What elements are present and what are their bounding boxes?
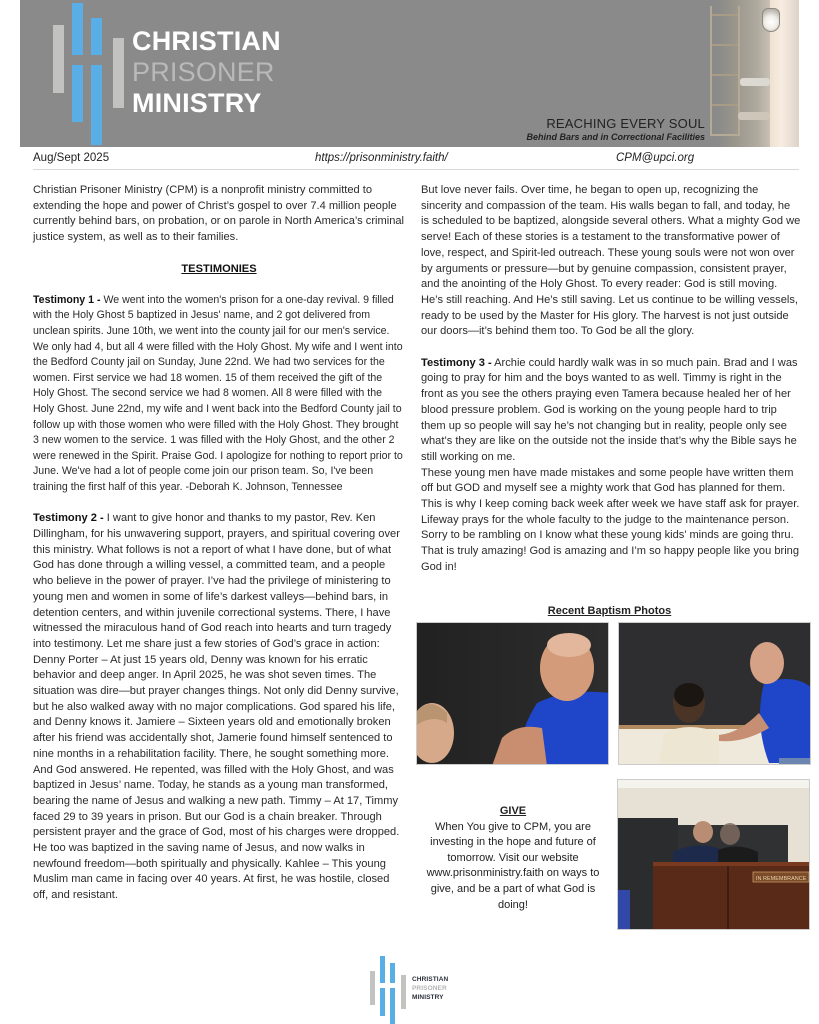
testimony-3-text: Archie could hardly walk was in so much pain. Brad and I was going to pray for him and the boys wanted to as well. Timmy is right in the front as you see the others praying even Tamera because healed her of her blood pressure problem. God is working on the young people hard to trip them up so people will say he’s not changing but in reality, people only see what’s they are like on the outside not the inside that’s why the Bible says he still working on me. xyxy=(421,356,798,463)
lamp-icon xyxy=(762,8,780,32)
footer-line-ministry: MINISTRY xyxy=(412,994,444,1001)
give-section xyxy=(418,804,608,913)
cross-bars-logo-icon xyxy=(20,0,140,147)
testimony-3-text-2: These young men have made mistakes and some people have written them off but GOD and myself see a mighty work that God has planned for them. This is why I keep coming back week after week we have staff ask for prayer. Lifeway prays for the whole faculty to the judge to the maintenance person. Sorry to be rambling on I know what these young kids’ minds are going thru. That is truly amazing! God is amazing and I’m so happy people like you bring God in! xyxy=(421,466,800,573)
intro-paragraph: Christian Prisoner Ministry (CPM) is a nonprofit ministry committed to extending the hope and power of Christ’s gospel to over 7.4 million people currently behind bars, on probation, or on parole in North America’s criminal justice system, as well as to their families. xyxy=(33,184,405,244)
cell-bunk-upper xyxy=(740,78,770,86)
website-link[interactable]: https://prisonministry.faith/ xyxy=(315,152,448,164)
testimony-2-text: I want to give honor and thanks to my pastor, Rev. Ken Dillingham, for his unwavering support, prayers, and spiritual covering over this ministry. What follows is not a report of what I have done, but of what God has done through a willing vessel, a committed team, and a people who believe in the power of prayer. I’ve had the privilege of ministering to young men and women in some of life’s darkest valleys—behind bars, in detention centers, and within juvenile correctional systems. There, I have witnessed the miraculous hand of God reach into hearts and turn tragedy into testimony. Let me share just a few stories of God’s grace in action: Denny Porter – At just 15 years old, Denny was known for his erratic behavior and deep anger. In April 2025, he was shot seven times. The situation was dire—but prayer changes things. Not only did Denny survive, but he also walked away with no major complications. God spared his life, and Denny knows it. Jamiere – Sixteen years old and emotionally broken after his friend was accidentally shot, Jamerie found himself sentenced to nine months in a rehabilitation facility. There, he sought something more. And God answered. He repented, was filled with the Holy Ghost, and was baptized in Jesus’ name. Today, he stands as a young man transformed, bearing the name of Jesus and walking a new path. Timmy – At 17, Timmy faced 29 to 39 years in prison. But our God is a chain breaker. Through persistent prayer and the grace of God, most of his charges were dropped. He too was baptized in the saving name of Jesus, and now walks in newfound freedom—both spiritually and physically. Kahlee – This young Muslim man came in facing over 40 years. At first, he was hostile, closed off, and resistant. xyxy=(33,512,400,902)
testimony-3 xyxy=(421,356,801,466)
email-link[interactable]: CPM@upci.org xyxy=(616,152,695,164)
baptism-photo-3-graphic xyxy=(618,780,810,930)
tagline-sub: Behind Bars and in Correctional Facilities xyxy=(526,132,705,142)
cell-window-bars xyxy=(710,6,740,136)
baptism-photo-2-graphic xyxy=(619,623,811,765)
header-banner xyxy=(20,0,799,147)
logo-wordmark xyxy=(132,26,281,119)
testimony-1-label: Testimony 1 - xyxy=(33,293,101,306)
testimony-1-text: We went into the women's prison for a one-day revival. 9 filled with the Holy Ghost 5 baptized in Jesus' name, and 2 got delivered from unclean spirits. June 10th, we went into the county jail for our men's service. We only had 4, but all 4 were filled with the Holy Ghost. My wife and I went into the Bedford County jail on Sunday, June 22nd. We had two services for the women. First service we had 18 women. 15 of them received the gift of the Holy Ghost. The second service we had 8 women. All 8 were filled with the Holy Ghost. June 22nd, my wife and I went back into the Bedford County jail to follow up with those women who were filled with the Holy Ghost. They brought 3 new women to the service. 1 was filled with the Holy Ghost, and the other 2 were renewed in the Spirit. Praise God. I apologize for nothing to report prior to June. We've had a lot of people come join our prison team. So, I've been training the first half of this year. -Deborah K. Johnson, Tennessee xyxy=(33,293,403,494)
tagline-main: REACHING EVERY SOUL xyxy=(546,116,705,131)
logo-line-christian: CHRISTIAN xyxy=(132,26,281,56)
baptism-photo-2 xyxy=(618,622,811,765)
testimonies-heading: TESTIMONIES xyxy=(181,262,257,275)
logo-line-ministry: MINISTRY xyxy=(132,88,262,118)
testimony-2-continued: But love never fails. Over time, he began to open up, recognizing the sincerity and compassion of the team. His walls began to fall, and today, he is scheduled to be baptized, alongside several others. What a mighty God we serve! Each of these stories is a testament to the transformative power of love, respect, and Spirit-led outreach. These young souls were not won over by arguments or pressure—but by genuine compassion, consistent prayer, and the anointing of the Holy Ghost. To every reader: God is still moving. He’s still reaching. And He’s still saving. Let us continue to be willing vessels, ready to be used by the Master for His glory. The harvest is not just outside our doors—it’s behind them too. To God be all the glory. xyxy=(421,184,801,338)
baptism-photo-3 xyxy=(617,779,810,930)
logo-line-prisoner: PRISONER xyxy=(132,57,275,87)
info-row xyxy=(33,150,799,170)
testimony-1 xyxy=(33,293,405,496)
footer-line-prisoner: PRISONER xyxy=(412,985,447,992)
baptistry-plaque: IN REMEMBRANCE xyxy=(756,876,807,882)
footer-logo xyxy=(366,953,486,1024)
photos-heading: Recent Baptism Photos xyxy=(547,605,672,617)
baptism-photo-1-graphic xyxy=(417,623,609,765)
testimony-2 xyxy=(33,511,405,904)
right-column xyxy=(421,183,801,591)
give-text: When You give to CPM, you are investing in the hope and future of tomorrow. Visit our website www.prisonministry.faith on ways to give, and be a part of what God is doing! xyxy=(426,820,600,911)
testimony-2-label: Testimony 2 - xyxy=(33,512,104,525)
testimony-3-label: Testimony 3 - xyxy=(421,356,492,369)
baptism-photo-1 xyxy=(416,622,609,765)
issue-date: Aug/Sept 2025 xyxy=(33,152,110,164)
footer-line-christian: CHRISTIAN xyxy=(412,976,449,983)
footer-wordmark xyxy=(412,975,448,1002)
tagline xyxy=(526,116,705,142)
cell-bunk-lower xyxy=(738,112,770,120)
left-column xyxy=(33,183,405,920)
give-title: GIVE xyxy=(499,805,527,817)
